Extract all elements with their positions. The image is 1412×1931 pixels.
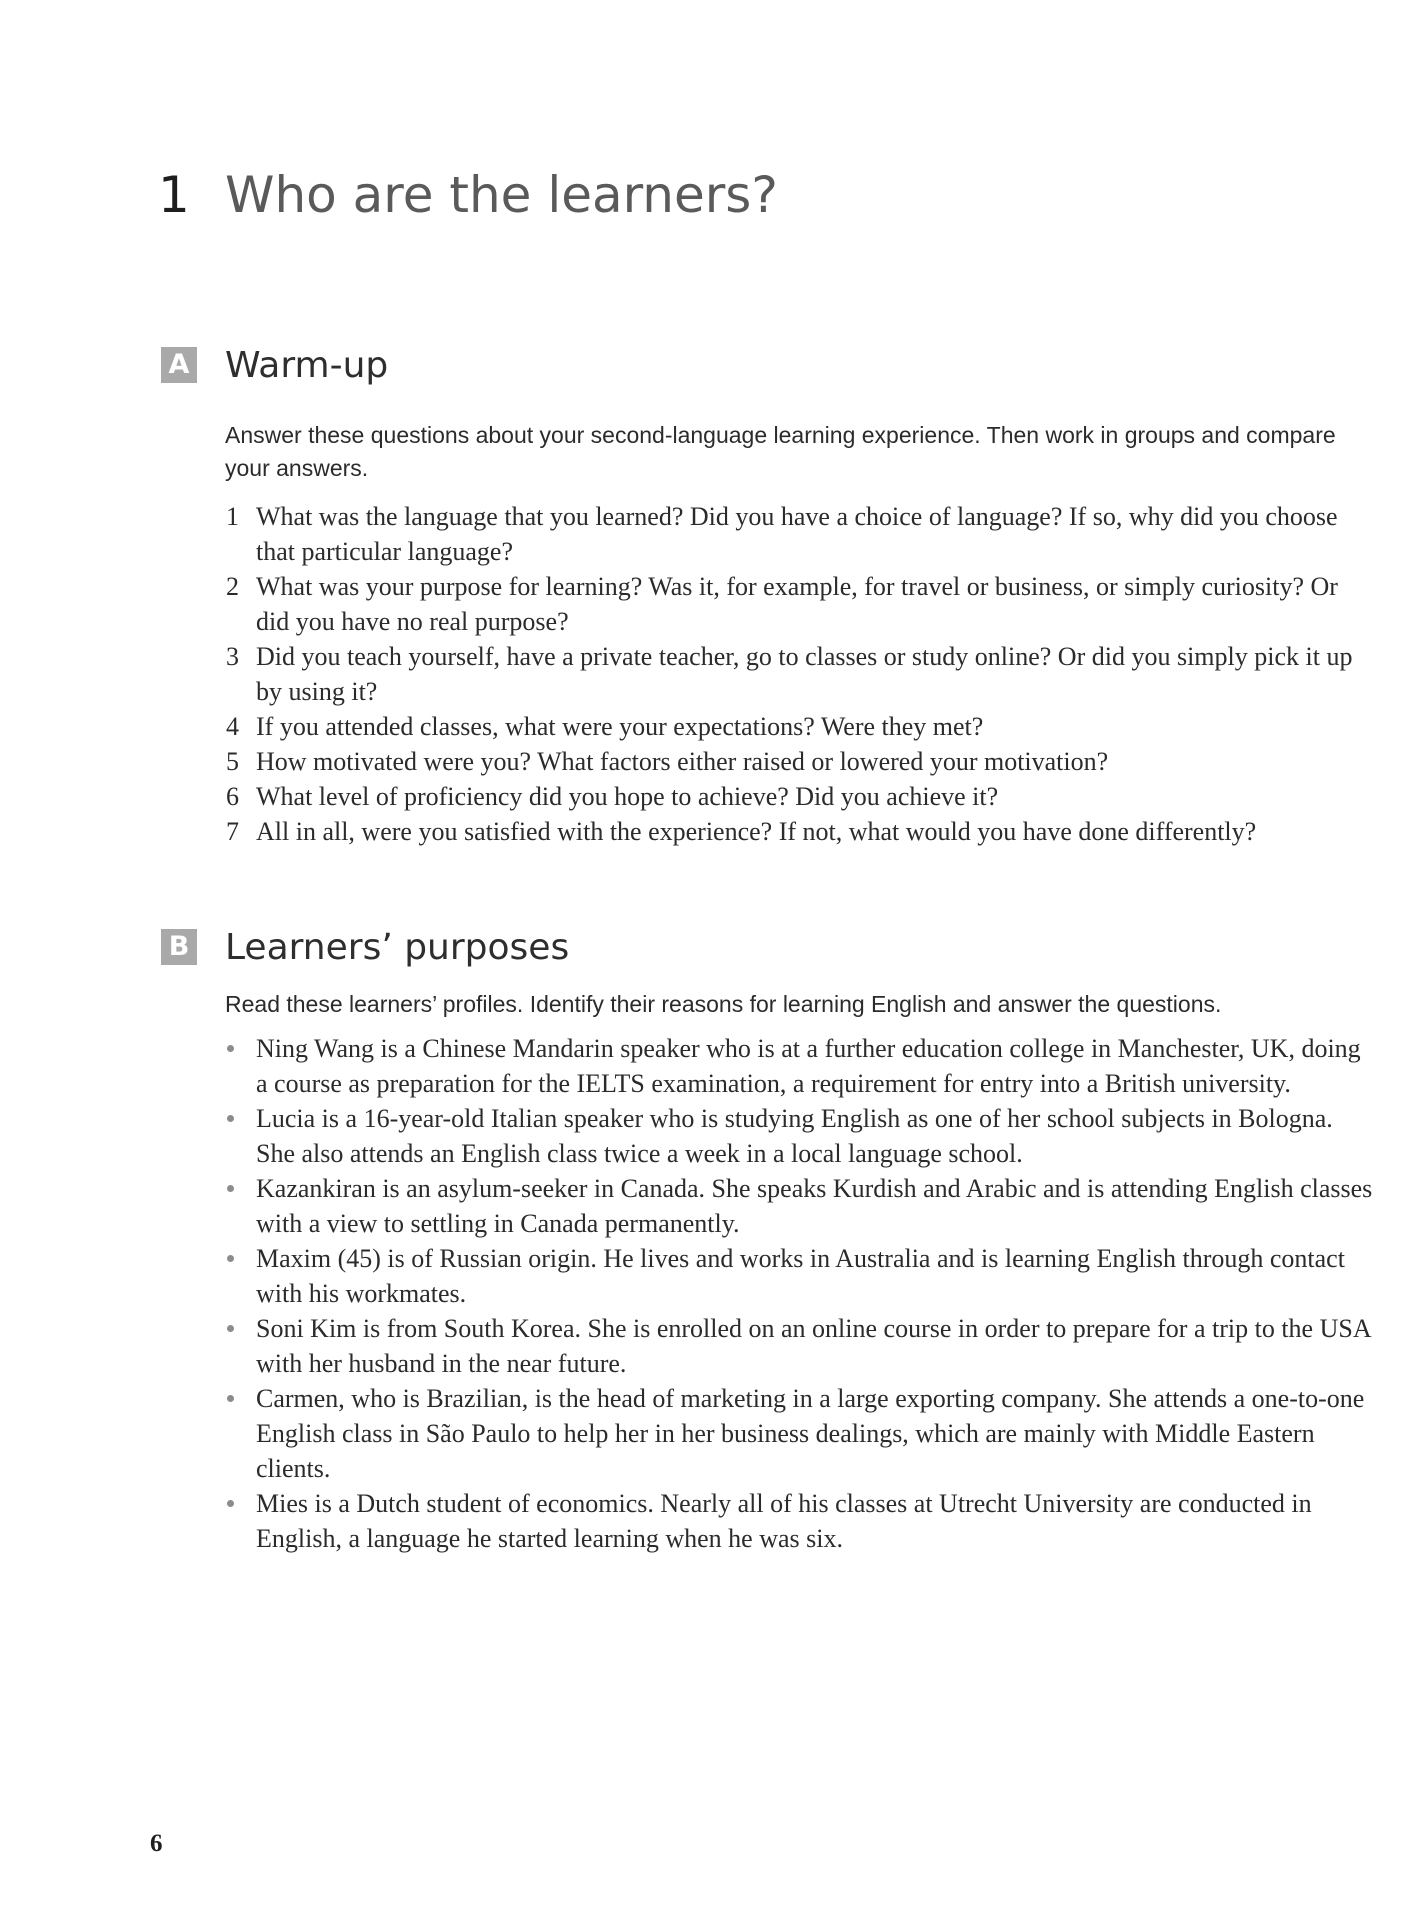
- section-learners-purposes: [158, 920, 1388, 1556]
- question-text: If you attended classes, what were your expectations? Were they met?: [256, 712, 984, 741]
- profile-item: [158, 1031, 1376, 1101]
- bullet-icon: [227, 1045, 234, 1052]
- section-b-title: Learners’ purposes: [225, 927, 570, 968]
- bullet-icon: [227, 1395, 234, 1402]
- question-number: 7: [226, 817, 239, 846]
- chapter-number: 1: [158, 166, 190, 224]
- question-number: 1: [226, 502, 239, 531]
- section-b-intro: Read these learners’ profiles. Identify their reasons for learning English and answer the questions.: [225, 991, 1222, 1017]
- question-list: [158, 499, 1388, 849]
- question-item: [158, 499, 1376, 569]
- question-item: [158, 639, 1376, 709]
- question-number: 3: [226, 642, 239, 671]
- profile-text: Maxim (45) is of Russian origin. He lives and works in Australia and is learning English through contact with his workmates.: [256, 1244, 1345, 1308]
- profile-text: Soni Kim is from South Korea. She is enrolled on an online course in order to prepare for a trip to the USA with her husband in the near future.: [256, 1314, 1371, 1378]
- profile-item: [158, 1241, 1376, 1311]
- question-number: 5: [226, 747, 239, 776]
- page-number: 6: [150, 1830, 163, 1857]
- question-item: [158, 814, 1376, 849]
- bullet-icon: [227, 1115, 234, 1122]
- question-number: 6: [226, 782, 239, 811]
- bullet-icon: [227, 1325, 234, 1332]
- profile-item: [158, 1486, 1376, 1556]
- question-number: 4: [226, 712, 239, 741]
- profile-item: [158, 1311, 1376, 1381]
- section-warm-up: [158, 338, 1388, 849]
- question-text: What was the language that you learned? Did you have a choice of language? If so, why did you choose that particular language?: [256, 502, 1338, 566]
- question-text: What level of proficiency did you hope to achieve? Did you achieve it?: [256, 782, 999, 811]
- chapter-title-text: Who are the learners?: [225, 166, 778, 224]
- chapter-title: [158, 160, 778, 230]
- bullet-icon: [227, 1185, 234, 1192]
- section-b-heading: [158, 920, 1388, 976]
- profile-text: Mies is a Dutch student of economics. Nearly all of his classes at Utrecht University are conducted in English, a language he started learning when he was six.: [256, 1489, 1312, 1553]
- profile-list: [158, 1031, 1388, 1556]
- question-item: [158, 709, 1376, 744]
- profile-text: Carmen, who is Brazilian, is the head of marketing in a large exporting company. She attends a one-to-one English class in São Paulo to help her in her business dealings, which are mainly with Middle Eastern clients.: [256, 1384, 1365, 1483]
- profile-text: Kazankiran is an asylum-seeker in Canada. She speaks Kurdish and Arabic and is attending English classes with a view to settling in Canada permanently.: [256, 1174, 1373, 1238]
- question-text: Did you teach yourself, have a private teacher, go to classes or study online? Or did you simply pick it up by using it?: [256, 642, 1353, 706]
- profile-text: Ning Wang is a Chinese Mandarin speaker who is at a further education college in Manchester, UK, doing a course as preparation for the IELTS examination, a requirement for entry into a British university.: [256, 1034, 1361, 1098]
- question-item: [158, 779, 1376, 814]
- question-text: How motivated were you? What factors either raised or lowered your motivation?: [256, 747, 1109, 776]
- profile-item: [158, 1381, 1376, 1486]
- section-a-title: Warm-up: [225, 345, 389, 386]
- profile-text: Lucia is a 16-year-old Italian speaker who is studying English as one of her school subjects in Bologna. She also attends an English class twice a week in a local language school.: [256, 1104, 1333, 1168]
- question-item: [158, 569, 1376, 639]
- question-number: 2: [226, 572, 239, 601]
- section-b-badge: B: [161, 929, 197, 965]
- question-text: What was your purpose for learning? Was it, for example, for travel or business, or simply curiosity? Or did you have no real purpose?: [256, 572, 1338, 636]
- section-a-intro: Answer these questions about your second-language learning experience. Then work in groups and compare your answers.: [225, 422, 1336, 481]
- question-item: [158, 744, 1376, 779]
- section-a-badge: A: [161, 347, 197, 383]
- profile-item: [158, 1101, 1376, 1171]
- question-text: All in all, were you satisfied with the experience? If not, what would you have done differently?: [256, 817, 1257, 846]
- bullet-icon: [227, 1500, 234, 1507]
- section-a-heading: [158, 338, 1388, 394]
- bullet-icon: [227, 1255, 234, 1262]
- profile-item: [158, 1171, 1376, 1241]
